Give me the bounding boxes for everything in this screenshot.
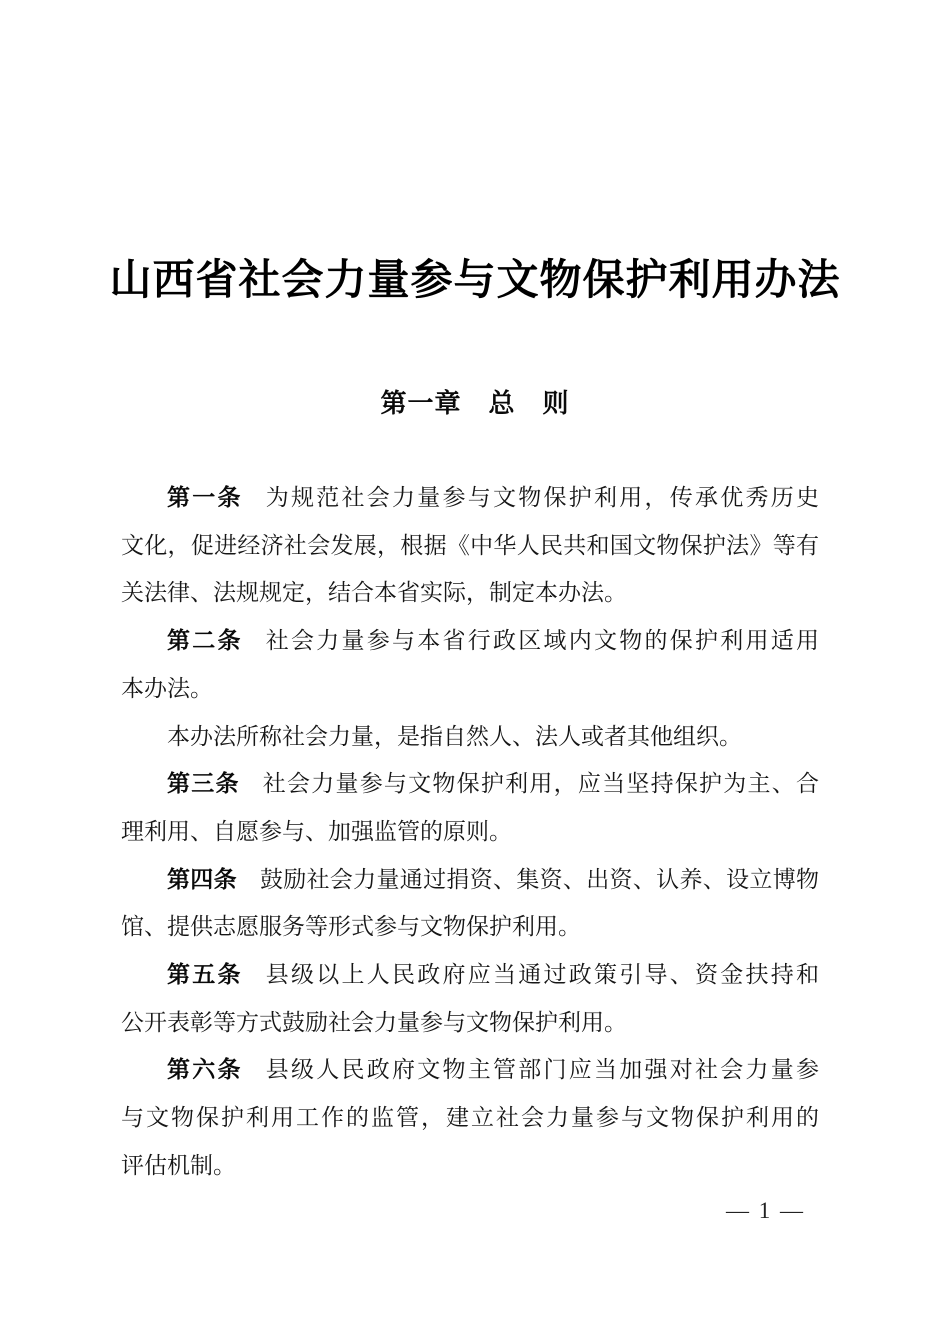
text-line: 理利用、自愿参与、加强监管的原则。 <box>121 818 512 844</box>
article <box>121 760 819 855</box>
text-line: 文化，促进经济社会发展，根据《中华人民共和国文物保护法》等有 <box>121 532 819 558</box>
document-body <box>0 474 950 1190</box>
article-number: 第二条 <box>167 627 243 654</box>
chapter-heading: 第一章 总 则 <box>380 388 570 418</box>
article <box>121 474 819 617</box>
text-line: 馆、提供志愿服务等形式参与文物保护利用。 <box>121 914 581 940</box>
article <box>121 1046 819 1189</box>
text-line: 本办法。 <box>121 675 213 701</box>
article-number: 第一条 <box>167 484 243 510</box>
text-line: 本办法所称社会力量，是指自然人、法人或者其他组织。 <box>167 723 742 749</box>
document-title: 山西省社会力量参与文物保护利用办法 <box>109 256 841 303</box>
article-number: 第四条 <box>167 865 237 892</box>
article <box>121 713 819 761</box>
text-line: 公开表彰等方式鼓励社会力量参与文物保护利用。 <box>121 1009 627 1035</box>
text-line: 第五条 县级以上人民政府应当通过政策引导、资金扶持和 <box>167 961 819 988</box>
text-line: 关法律、法规规定，结合本省实际，制定本办法。 <box>121 580 627 606</box>
text-line: 第六条 县级人民政府文物主管部门应当加强对社会力量参 <box>167 1056 819 1083</box>
article-number: 第三条 <box>167 770 240 797</box>
article-number: 第五条 <box>167 961 243 988</box>
article <box>121 856 819 951</box>
article <box>121 951 819 1046</box>
text-line: 评估机制。 <box>121 1152 236 1178</box>
article <box>121 617 819 712</box>
text-line: 第三条 社会力量参与文物保护利用，应当坚持保护为主、合 <box>167 770 820 797</box>
text-line: 第二条 社会力量参与本省行政区域内文物的保护利用适用 <box>167 627 819 654</box>
text-line: 第四条 鼓励社会力量通过捐资、集资、出资、认养、设立博物 <box>167 865 820 892</box>
text-line: 第一条 为规范社会力量参与文物保护利用，传承优秀历史 <box>167 484 819 510</box>
article-number: 第六条 <box>167 1056 243 1083</box>
text-line: 与文物保护利用工作的监管，建立社会力量参与文物保护利用的 <box>121 1105 819 1131</box>
page-number: — 1 — <box>726 1197 805 1223</box>
